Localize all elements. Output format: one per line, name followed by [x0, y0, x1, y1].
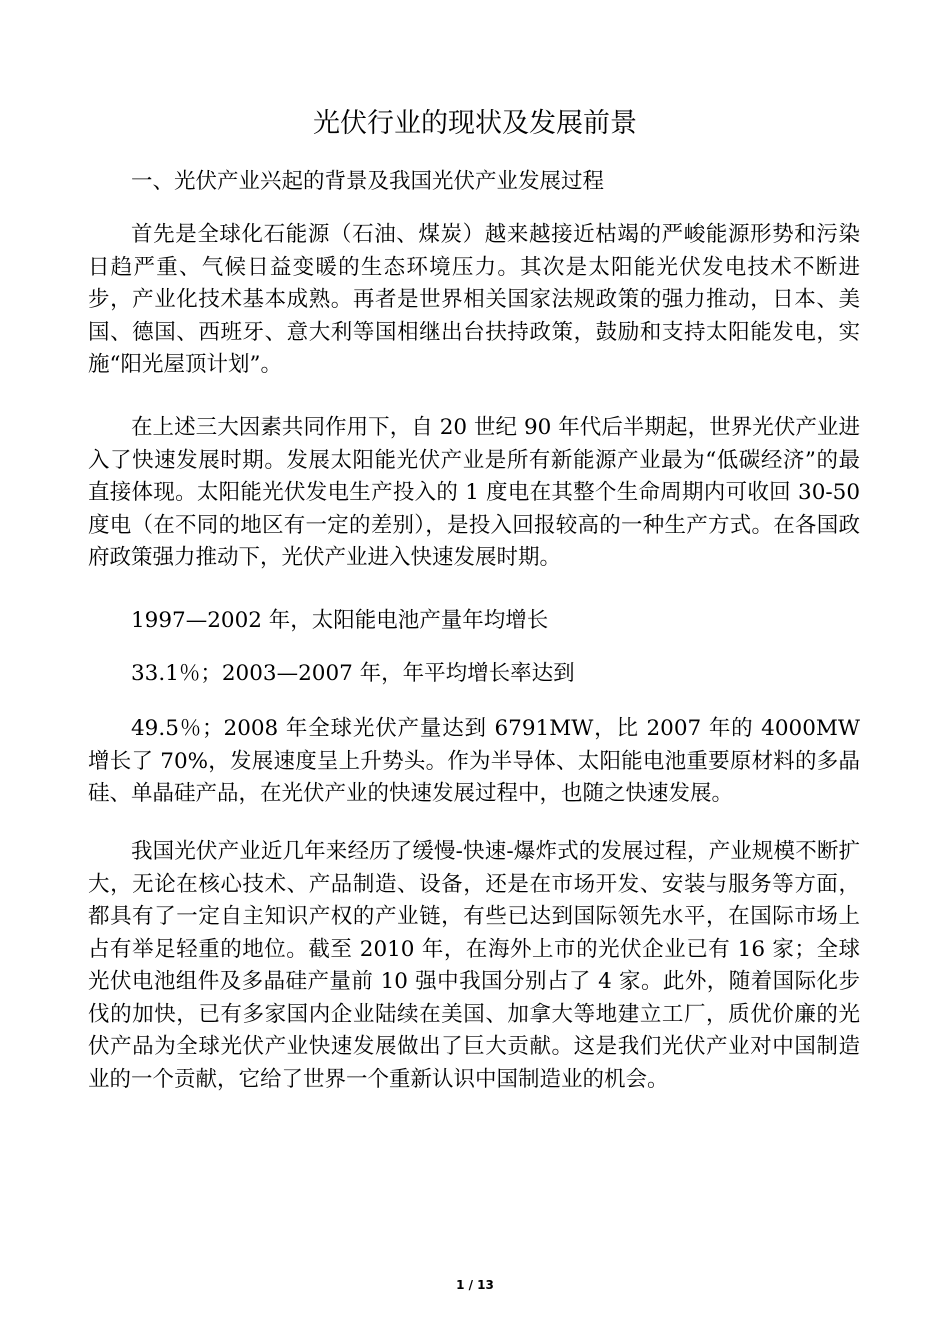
paragraph-growth-1997-2002: 1997—2002 年，太阳能电池产量年均增长	[131, 608, 549, 633]
paragraph-background: 首先是全球化石能源（石油、煤炭）越来越接近枯竭的严峻能源形势和污染日趋严重、气候日益变暖的生态环境压力。其次是太阳能光伏发电技术不断进步，产业化技术基本成熟。再者是世界相关国家法规政策的强力推动，日本、美国、德国、西班牙、意大利等国相继出台扶持政策，鼓励和支持太阳能发电，实施“阳光屋顶计划”。	[88, 222, 860, 377]
paragraph-china-industry: 我国光伏产业近几年来经历了缓慢-快速-爆炸式的发展过程，产业规模不断扩大，无论在核心技术、产品制造、设备，还是在市场开发、安装与服务等方面，都具有了一定自主知识产权的产业链，有些已达到国际领先水平，在国际市场上占有举足轻重的地位。截至 2010 年，在海外上市的光伏企业已有 16 家；全球光伏电池组件及多晶硅产量前 10 强中我国分别占了 4 家。此外，随着国际化步伐的加快，已有多家国内企业陆续在美国、加拿大等地建立工厂，质优价廉的光伏产品为全球光伏产业快速发展做出了巨大贡献。这是我们光伏产业对中国制造业的一个贡献，它给了世界一个重新认识中国制造业的机会。	[88, 839, 860, 1092]
paragraph-global-growth: 在上述三大因素共同作用下，自 20 世纪 90 年代后半期起，世界光伏产业进入了快速发展时期。发展太阳能光伏产业是所有新能源产业最为“低碳经济”的最直接体现。太阳能光伏发电生产投入的 1 度电在其整个生命周期内可收回 30-50 度电（在不同的地区有一定的差别），是投入回报较高的一种生产方式。在各国政府政策强力推动下，光伏产业进入快速发展时期。	[88, 415, 860, 570]
section-heading: 一、光伏产业兴起的背景及我国光伏产业发展过程	[131, 169, 605, 194]
paragraph-growth-2003-2007: 33.1％；2003—2007 年，年平均增长率达到	[131, 661, 575, 686]
page-number: 1 / 13	[456, 1278, 494, 1292]
document-title: 光伏行业的现状及发展前景	[313, 108, 637, 139]
paragraph-growth-2008: 49.5％；2008 年全球光伏产量达到 6791MW，比 2007 年的 4000MW 增长了 70%，发展速度呈上升势头。作为半导体、太阳能电池重要原材料的多晶硅、单晶硅产品，在光伏产业的快速发展过程中，也随之快速发展。	[88, 716, 860, 806]
